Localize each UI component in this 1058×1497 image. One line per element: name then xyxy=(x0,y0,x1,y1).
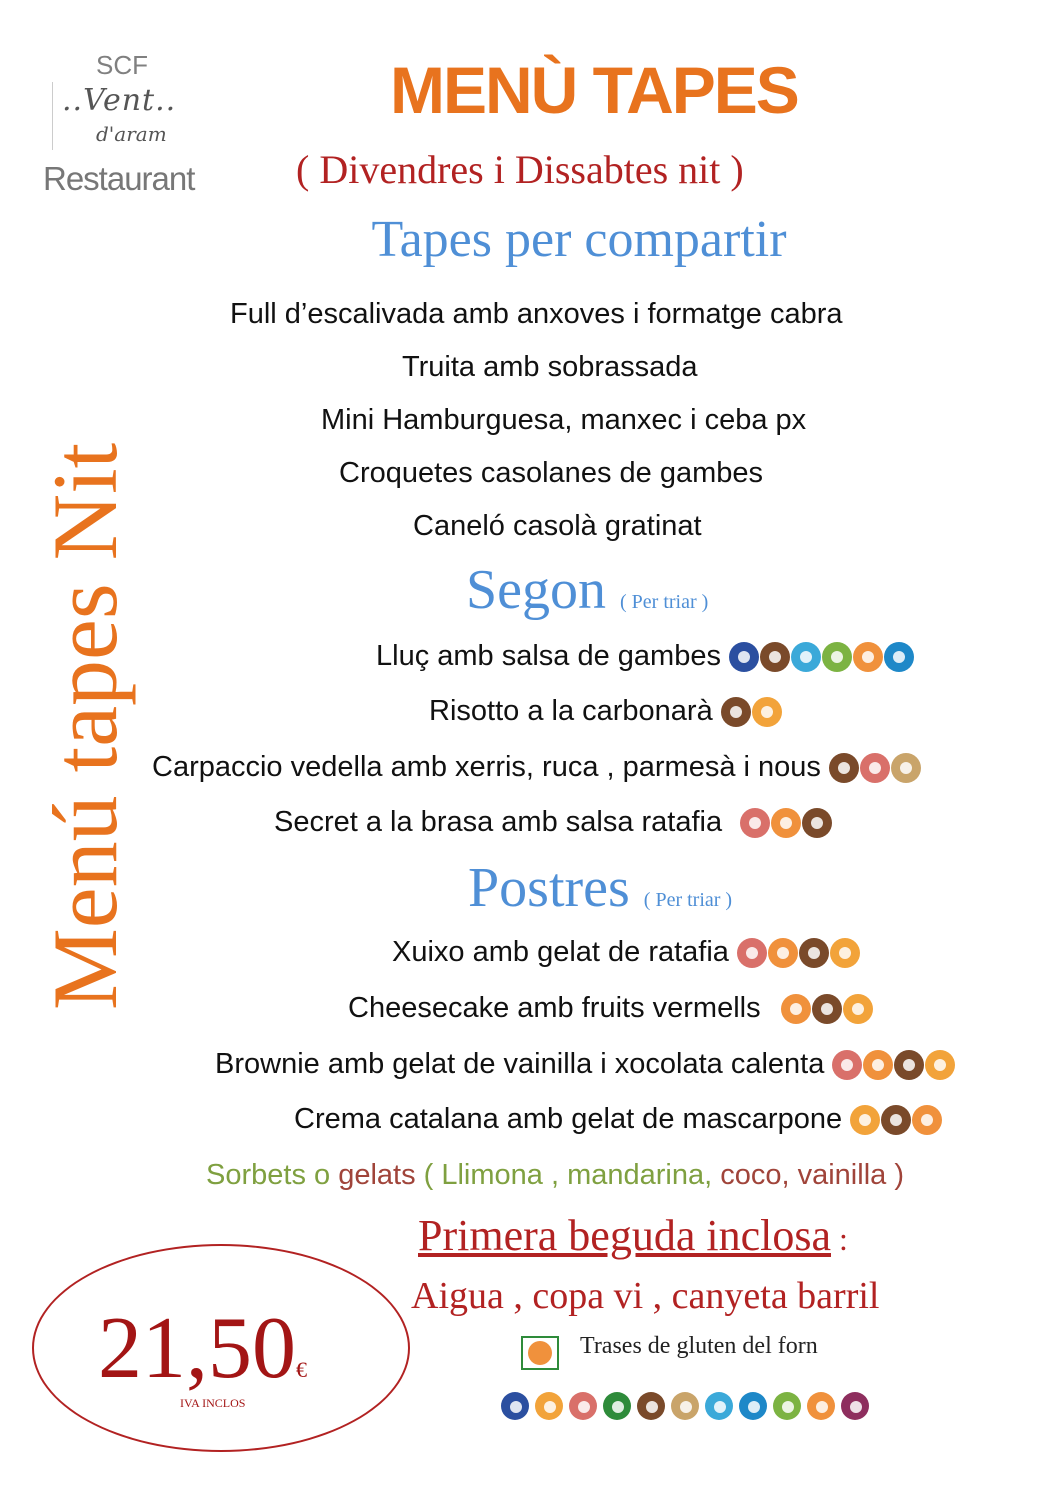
gluten-icon xyxy=(807,1392,835,1420)
segon-item xyxy=(376,640,914,673)
allergen-legend xyxy=(501,1392,869,1420)
milk-icon xyxy=(760,642,790,672)
tapes-heading: Tapes per compartir xyxy=(371,211,787,268)
postres-item-label: Brownie amb gelat de vainilla i xocolata calenta xyxy=(215,1048,825,1080)
logo-brand: SCF xyxy=(96,50,148,80)
milk-icon xyxy=(802,808,832,838)
segon-note: ( Per triar ) xyxy=(620,591,709,613)
allergen-icons xyxy=(850,1105,942,1135)
page-subtitle: ( Divendres i Dissabtes nit ) xyxy=(296,147,744,192)
gluten-icon xyxy=(781,994,811,1024)
segon-item xyxy=(274,806,832,839)
postres-note: ( Per triar ) xyxy=(643,889,733,911)
egg-icon xyxy=(925,1050,955,1080)
milk-icon xyxy=(881,1105,911,1135)
allergen-icons xyxy=(737,938,860,968)
price-tax-note: IVA INCLOS xyxy=(180,1396,246,1410)
postres-item-label: Xuixo amb gelat de ratafia xyxy=(392,936,729,968)
tapa-item: Mini Hamburguesa, manxec i ceba px xyxy=(321,404,807,436)
milk-icon xyxy=(894,1050,924,1080)
price xyxy=(98,1298,307,1399)
egg-icon xyxy=(752,697,782,727)
sorbets-part4: coco, vainilla ) xyxy=(720,1159,904,1191)
beguda-colon: : xyxy=(830,1221,848,1257)
milk-icon xyxy=(799,938,829,968)
logo-script-line1: ..Vent.. xyxy=(62,83,177,118)
allergen-icons xyxy=(740,808,832,838)
tapa-item: Truita amb sobrassada xyxy=(402,351,698,383)
legend-text: Trases de gluten del forn xyxy=(580,1333,818,1359)
sorbets-part1: Sorbets o xyxy=(206,1159,339,1191)
segon-item-label: Secret a la brasa amb salsa ratafia xyxy=(274,806,723,838)
segon-item-label: Risotto a la carbonarà xyxy=(429,695,713,727)
page-title: MENÙ TAPES xyxy=(390,53,798,127)
postres-heading xyxy=(468,856,732,920)
milk-icon xyxy=(637,1392,665,1420)
tapa-item: Full d’escalivada amb anxoves i formatge cabra xyxy=(230,298,843,330)
allergen-icons xyxy=(721,697,782,727)
vertical-title: Menú tapes Nit xyxy=(34,442,136,1010)
logo-script-line2: d'aram xyxy=(96,122,167,146)
egg-icon xyxy=(843,994,873,1024)
logo-label: Restaurant xyxy=(43,160,195,197)
postres-item xyxy=(392,936,860,969)
egg-icon xyxy=(830,938,860,968)
beguda-title: Primera beguda inclosa xyxy=(418,1211,831,1260)
gluten-icon xyxy=(863,1050,893,1080)
egg-icon xyxy=(535,1392,563,1420)
beguda-drinks: Aigua , copa vi , canyeta barril xyxy=(411,1275,880,1317)
allergen-icons xyxy=(781,994,873,1024)
gluten-icon xyxy=(768,938,798,968)
mustard-icon xyxy=(822,642,852,672)
crustacean-icon xyxy=(739,1392,767,1420)
segon-title: Segon xyxy=(466,559,606,621)
sorbets-part2: gelats xyxy=(338,1159,416,1191)
allergen-icons xyxy=(832,1050,955,1080)
postres-item-label: Crema catalana amb gelat de mascarpone xyxy=(294,1103,843,1135)
fish-icon xyxy=(501,1392,529,1420)
nuts-icon xyxy=(569,1392,597,1420)
gluten-icon xyxy=(912,1105,942,1135)
segon-item-label: Lluç amb salsa de gambes xyxy=(376,640,721,672)
gluten-icon xyxy=(853,642,883,672)
milk-icon xyxy=(721,697,751,727)
price-amount: 21,50 xyxy=(98,1300,296,1397)
postres-item xyxy=(215,1048,955,1081)
sorbets-part3: ( Llimona , mandarina, xyxy=(415,1159,721,1191)
fish-icon xyxy=(729,642,759,672)
mollusc-icon xyxy=(791,642,821,672)
postres-item xyxy=(348,992,873,1025)
tapa-item: Caneló casolà gratinat xyxy=(413,510,702,542)
segon-heading xyxy=(466,558,708,622)
beguda-heading xyxy=(418,1210,848,1261)
segon-item-label: Carpaccio vedella amb xerris, ruca , parmesà i nous xyxy=(152,751,821,783)
gluten-icon xyxy=(771,808,801,838)
crustacean-icon xyxy=(884,642,914,672)
nuts-icon xyxy=(737,938,767,968)
sorbets-line xyxy=(206,1159,904,1192)
postres-item-label: Cheesecake amb fruits vermells xyxy=(348,992,761,1024)
sesame-icon xyxy=(891,753,921,783)
milk-icon xyxy=(829,753,859,783)
mustard-icon xyxy=(773,1392,801,1420)
allergen-icons xyxy=(729,642,914,672)
milk-icon xyxy=(812,994,842,1024)
allergen-icons xyxy=(829,753,921,783)
sesame-icon xyxy=(671,1392,699,1420)
postres-item xyxy=(294,1103,942,1136)
mollusc-icon xyxy=(705,1392,733,1420)
sulphite-icon xyxy=(841,1392,869,1420)
egg-icon xyxy=(850,1105,880,1135)
nuts-icon xyxy=(860,753,890,783)
celery-icon xyxy=(603,1392,631,1420)
segon-item xyxy=(429,695,782,728)
postres-title: Postres xyxy=(468,857,630,919)
segon-item xyxy=(152,751,921,784)
logo-divider xyxy=(52,82,53,150)
price-currency: € xyxy=(296,1357,307,1382)
nuts-icon xyxy=(740,808,770,838)
gluten-traces-icon xyxy=(521,1336,559,1370)
nuts-icon xyxy=(832,1050,862,1080)
tapa-item: Croquetes casolanes de gambes xyxy=(339,457,763,489)
